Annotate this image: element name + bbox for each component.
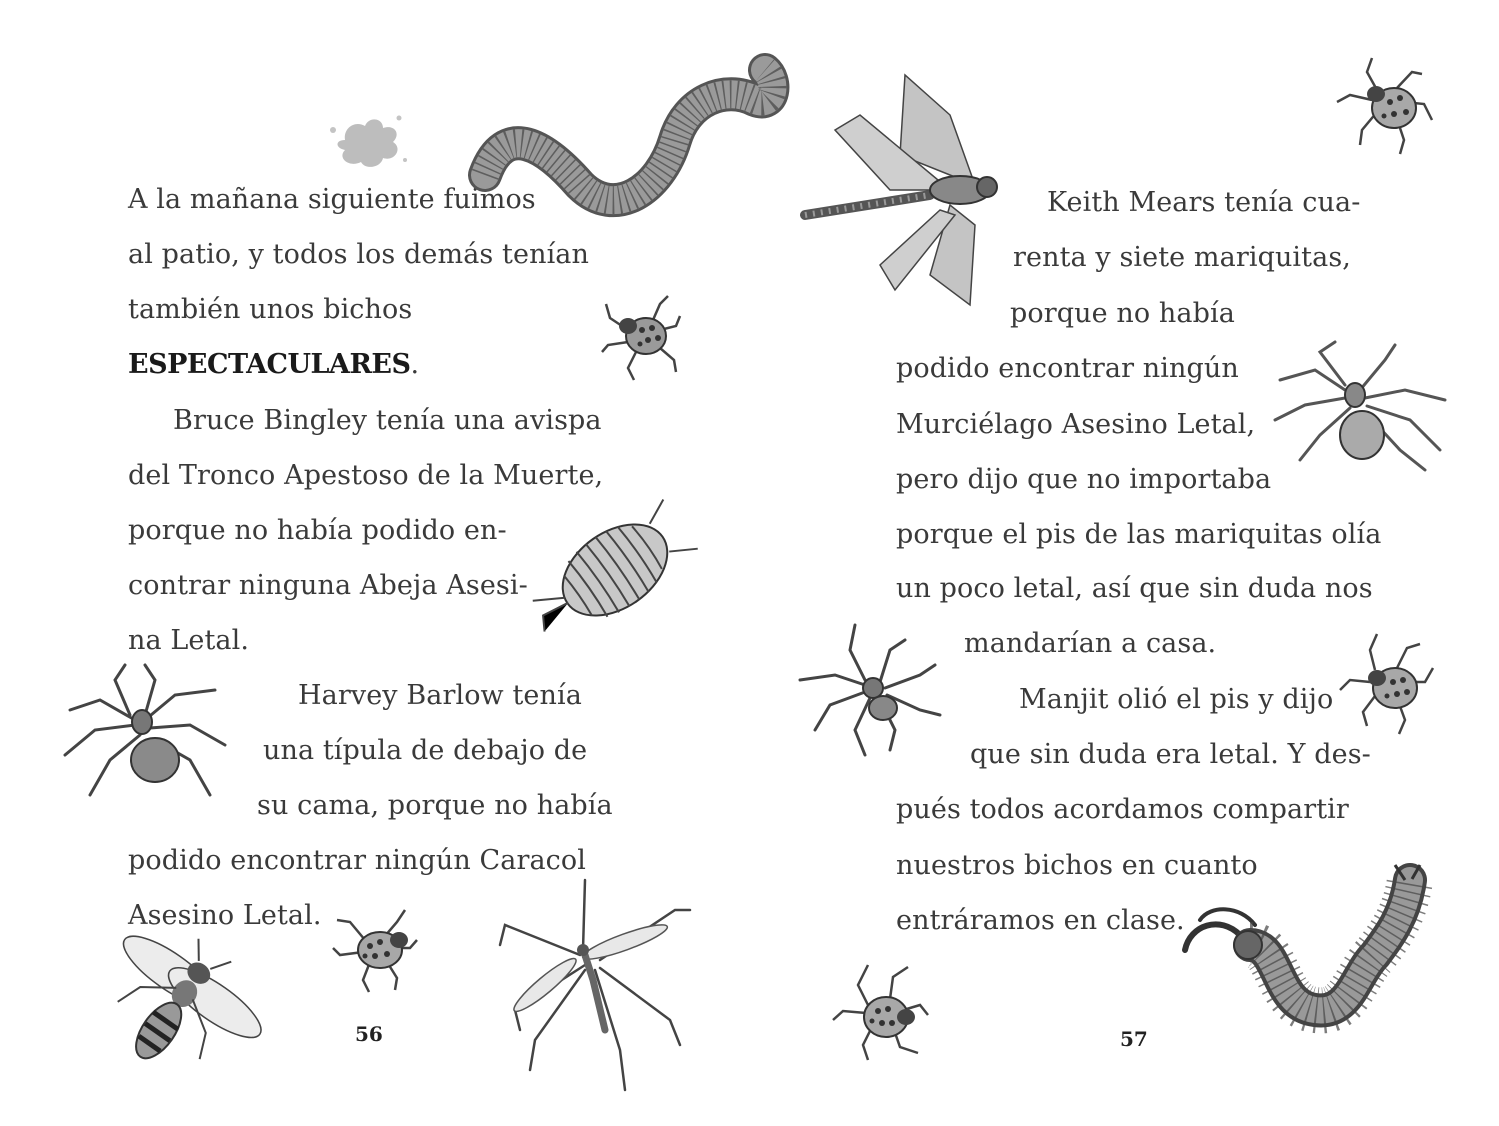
text-line: que sin duda era letal. Y des- <box>970 739 1371 770</box>
text-line: un poco letal, así que sin duda nos <box>896 573 1373 604</box>
text-line: contrar ninguna Abeja Asesi- <box>128 570 528 601</box>
centipede-icon <box>1180 865 1430 1060</box>
dragonfly-icon <box>800 75 1000 310</box>
text-line: pués todos acordamos compartir <box>896 794 1349 825</box>
text-line: porque no había podido en- <box>128 515 507 546</box>
text-line: nuestros bichos en cuanto <box>896 850 1258 881</box>
page-number: 56 <box>355 1022 383 1046</box>
text-line: su cama, porque no había <box>257 790 613 821</box>
text-line: del Tronco Apestoso de la Muerte, <box>128 460 604 491</box>
text-line: Asesino Letal. <box>128 900 322 931</box>
ladybug-icon <box>1335 630 1440 740</box>
woodlouse-icon <box>520 490 705 650</box>
ladybug-icon <box>828 955 938 1065</box>
page-number: 57 <box>1120 1027 1148 1051</box>
ink-splat-icon <box>325 110 410 175</box>
text-line: entráramos en clase. <box>896 905 1185 936</box>
text-line: Bruce Bingley tenía una avispa <box>173 405 602 436</box>
text-line: Harvey Barlow tenía <box>298 680 582 711</box>
text-line: podido encontrar ningún Caracol <box>128 845 586 876</box>
punctuation: . <box>410 349 420 380</box>
text-line: una típula de debajo de <box>263 735 588 766</box>
text-line: Manjit olió el pis y dijo <box>1019 684 1334 715</box>
text-line: pero dijo que no importaba <box>896 464 1272 495</box>
crane-fly-icon <box>475 870 720 1100</box>
text-line: porque no había <box>1010 298 1235 329</box>
text-line: renta y siete mariquitas, <box>1013 242 1351 273</box>
text-line: na Letal. <box>128 625 250 656</box>
text-line: Keith Mears tenía cua- <box>1047 187 1361 218</box>
spider-icon <box>50 660 230 810</box>
ladybug-icon <box>325 900 420 995</box>
text-line: A la mañana siguiente fuimos <box>128 184 536 215</box>
ladybug-icon <box>1332 50 1442 160</box>
spider-icon <box>1265 340 1450 475</box>
worm-icon <box>475 60 790 220</box>
text-line: podido encontrar ningún <box>896 353 1239 384</box>
text-line: Murciélago Asesino Letal, <box>896 409 1256 440</box>
text-line: mandarían a casa. <box>964 628 1217 659</box>
spider-icon <box>795 620 945 760</box>
emphasis-word: ESPECTACULARES <box>128 349 411 380</box>
wasp-icon <box>78 935 268 1090</box>
text-line: también unos bichos <box>128 294 413 325</box>
text-line: porque el pis de las mariquitas olía <box>896 519 1382 550</box>
text-line: al patio, y todos los demás tenían <box>128 239 589 270</box>
ladybug-icon <box>598 290 683 385</box>
